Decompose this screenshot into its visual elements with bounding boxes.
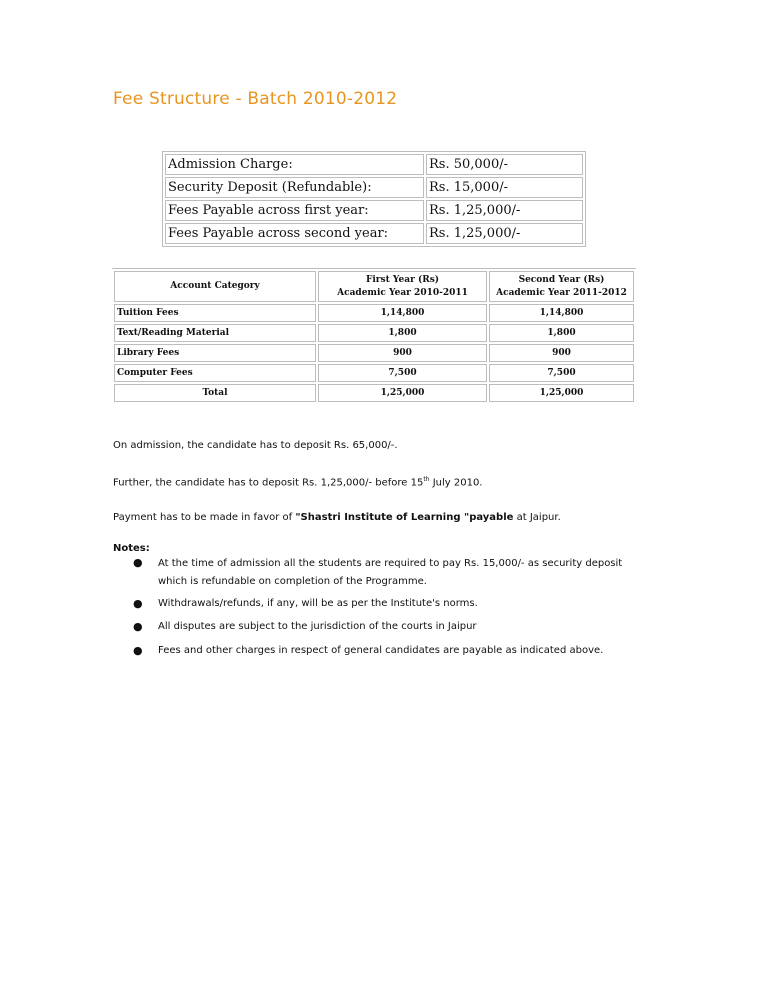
header-second-year-line1: Second Year (Rs) bbox=[518, 274, 605, 285]
header-first-year-line2: Academic Year 2010-2011 bbox=[337, 287, 468, 298]
payment-paragraph bbox=[113, 512, 561, 523]
table-row bbox=[114, 364, 634, 382]
charge-value: Rs. 15,000/- bbox=[426, 177, 583, 198]
payee-name: "Shastri Institute of Learning "payable bbox=[295, 512, 514, 523]
row-category: Library Fees bbox=[114, 344, 316, 362]
row-second-year: 1,800 bbox=[489, 324, 634, 342]
table-row-total bbox=[114, 384, 634, 402]
charge-value: Rs. 1,25,000/- bbox=[426, 223, 583, 244]
charge-label: Admission Charge: bbox=[165, 154, 424, 175]
header-account-category: Account Category bbox=[114, 271, 316, 302]
row-second-year: 900 bbox=[489, 344, 634, 362]
payment-text: Payment has to be made in favor of bbox=[113, 512, 296, 523]
row-category: Tuition Fees bbox=[114, 304, 316, 322]
bullet-icon: ● bbox=[133, 644, 143, 657]
table-row bbox=[114, 324, 634, 342]
bullet-icon: ● bbox=[133, 620, 143, 633]
further-text-end: July 2010. bbox=[429, 477, 483, 489]
table-header-row bbox=[114, 271, 634, 302]
note-item: At the time of admission all the students are required to pay Rs. 15,000/- as security deposit which is refundable on completion of the Programme. bbox=[158, 558, 623, 587]
row-second-year: 7,500 bbox=[489, 364, 634, 382]
table-row bbox=[165, 200, 583, 221]
note-item: Fees and other charges in respect of general candidates are payable as indicated above. bbox=[158, 645, 604, 656]
table-row bbox=[165, 154, 583, 175]
page-title: Fee Structure - Batch 2010-2012 bbox=[113, 89, 398, 109]
header-first-year-line1: First Year (Rs) bbox=[365, 274, 440, 285]
row-first-year-total: 1,25,000 bbox=[318, 384, 487, 402]
table-row bbox=[165, 223, 583, 244]
further-text: Further, the candidate has to deposit Rs. 1,25,000/- before 15 bbox=[113, 477, 424, 489]
charges-table bbox=[162, 151, 586, 247]
bullet-icon: ● bbox=[133, 597, 143, 610]
charge-label: Fees Payable across first year: bbox=[165, 200, 424, 221]
table-row bbox=[114, 304, 634, 322]
admission-paragraph: On admission, the candidate has to deposit Rs. 65,000/-. bbox=[113, 440, 398, 451]
payment-text-end: at Jaipur. bbox=[513, 512, 561, 523]
row-second-year-total: 1,25,000 bbox=[489, 384, 634, 402]
header-second-year bbox=[489, 271, 634, 302]
table-row bbox=[114, 344, 634, 362]
charge-label: Security Deposit (Refundable): bbox=[165, 177, 424, 198]
header-first-year bbox=[318, 271, 487, 302]
further-superscript: th bbox=[423, 476, 430, 483]
table-row bbox=[165, 177, 583, 198]
charge-label: Fees Payable across second year: bbox=[165, 223, 424, 244]
bullet-icon: ● bbox=[133, 556, 143, 569]
row-first-year: 1,14,800 bbox=[318, 304, 487, 322]
note-item: Withdrawals/refunds, if any, will be as per the Institute's norms. bbox=[158, 598, 478, 609]
charge-value: Rs. 1,25,000/- bbox=[426, 200, 583, 221]
row-category-total: Total bbox=[114, 384, 316, 402]
further-paragraph bbox=[113, 476, 482, 488]
row-category: Computer Fees bbox=[114, 364, 316, 382]
row-second-year: 1,14,800 bbox=[489, 304, 634, 322]
charge-value: Rs. 50,000/- bbox=[426, 154, 583, 175]
fee-breakdown-table bbox=[112, 268, 636, 404]
row-first-year: 1,800 bbox=[318, 324, 487, 342]
note-item: All disputes are subject to the jurisdiction of the courts in Jaipur bbox=[158, 621, 477, 632]
row-first-year: 7,500 bbox=[318, 364, 487, 382]
notes-heading: Notes: bbox=[113, 543, 150, 554]
header-second-year-line2: Academic Year 2011-2012 bbox=[496, 287, 627, 298]
row-first-year: 900 bbox=[318, 344, 487, 362]
row-category: Text/Reading Material bbox=[114, 324, 316, 342]
